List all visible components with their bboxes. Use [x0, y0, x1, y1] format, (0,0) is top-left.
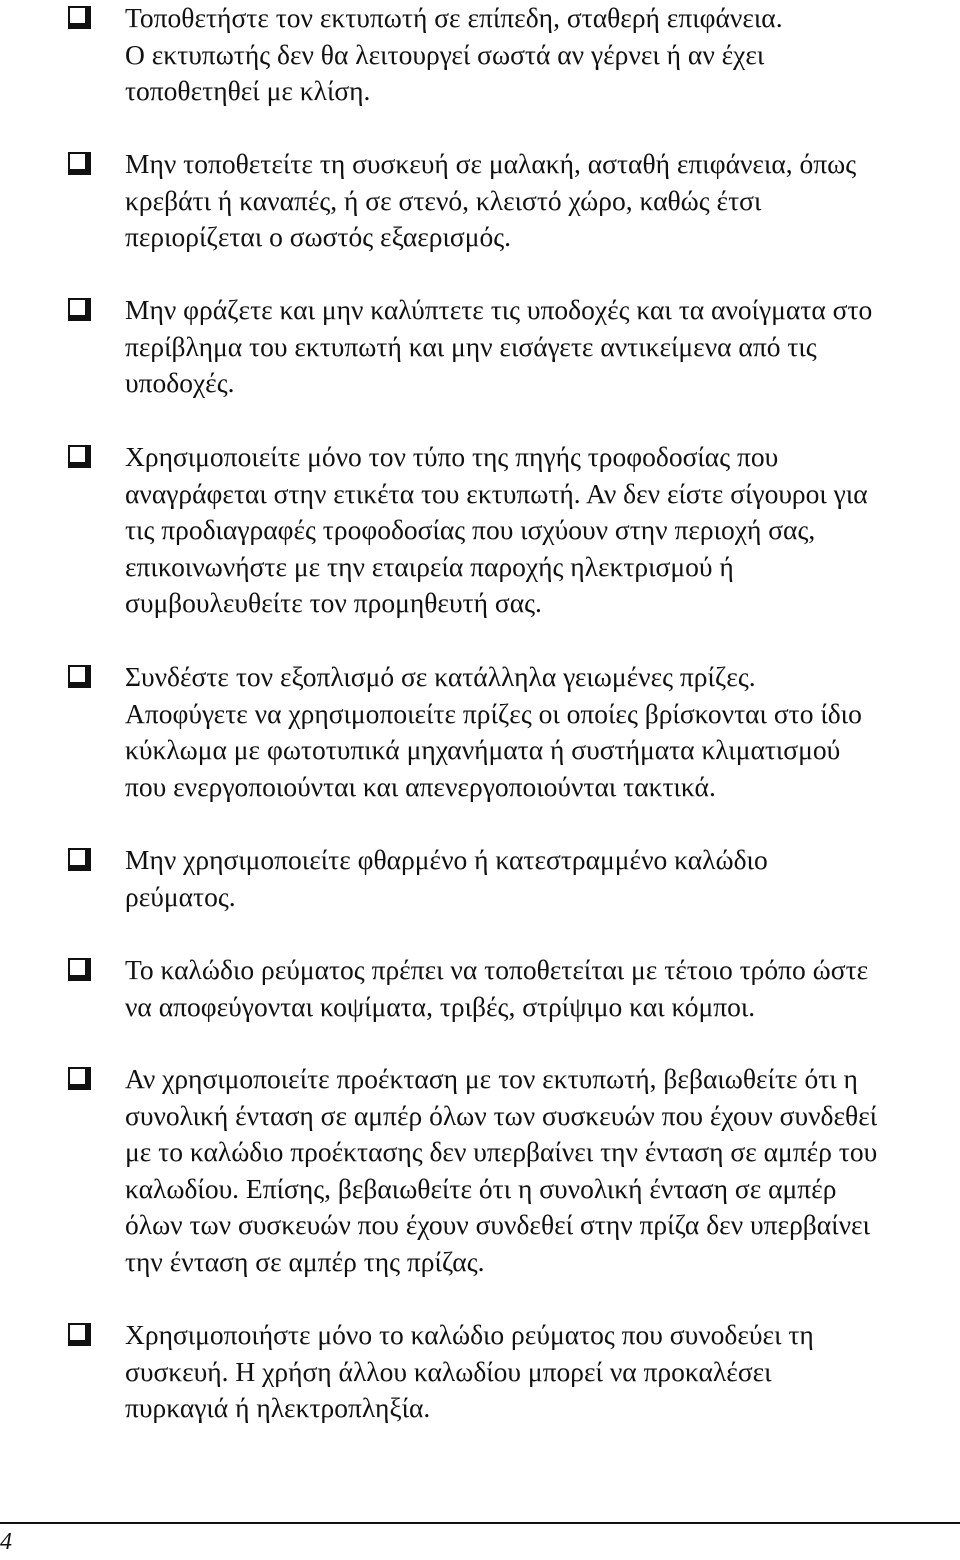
- text-line: τοποθετηθεί με κλίση.: [125, 75, 371, 107]
- text-line: όλων των συσκευών που έχουν συνδεθεί στην πρίζα δεν υπερβαίνει: [125, 1209, 870, 1241]
- checkbox-square-icon: [68, 958, 91, 981]
- checkbox-square-icon: [68, 152, 91, 175]
- text-line: Τοποθετήστε τον εκτυπωτή σε επίπεδη, σταθερή επιφάνεια.: [125, 2, 783, 33]
- text-line: Ο εκτυπωτής δεν θα λειτουργεί σωστά αν γέρνει ή αν έχει: [125, 38, 765, 70]
- text-line: την ένταση σε αμπέρ της πρίζας.: [125, 1245, 485, 1277]
- text-line: κρεβάτι ή καναπές, ή σε στενό, κλειστό χώρο, καθώς έτσι: [125, 184, 762, 216]
- checkbox-square-icon: [68, 298, 91, 321]
- checkbox-square-icon: [68, 1323, 91, 1346]
- text-line: Συνδέστε τον εξοπλισμό σε κατάλληλα γειωμένες πρίζες.: [125, 661, 756, 692]
- page-number: 4: [0, 1529, 12, 1555]
- text-line: ρεύματος.: [125, 880, 236, 912]
- checkbox-square-icon: [68, 665, 91, 688]
- text-line: καλωδίου. Επίσης, βεβαιωθείτε ότι η συνολική ένταση σε αμπέρ: [125, 1172, 837, 1204]
- text-line: τις προδιαγραφές τροφοδοσίας που ισχύουν στην περιοχή σας,: [125, 514, 816, 546]
- footer-rule: [0, 1522, 960, 1524]
- text-line: πυρκαγιά ή ηλεκτροπληξία.: [125, 1392, 431, 1424]
- text-line: Χρησιμοποιείτε μόνο τον τύπο της πηγής τροφοδοσίας που: [125, 441, 779, 472]
- text-line: συσκευή. Η χρήση άλλου καλωδίου μπορεί να προκαλέσει: [125, 1355, 772, 1387]
- text-line: Χρησιμοποιήστε μόνο το καλώδιο ρεύματος που συνοδεύει τη: [125, 1319, 814, 1350]
- list-item-text: [125, 1317, 957, 1427]
- text-line: Το καλώδιο ρεύματος πρέπει να τοποθετείται με τέτοιο τρόπο ώστε: [125, 954, 869, 985]
- text-line: Μην φράζετε και μην καλύπτετε τις υποδοχές και τα ανοίγματα στο: [125, 294, 873, 325]
- text-line: Αποφύγετε να χρησιμοποιείτε πρίζες οι οποίες βρίσκονται στο ίδιο: [125, 697, 862, 729]
- text-line: που ενεργοποιούνται και απενεργοποιούνται τακτικά.: [125, 770, 716, 802]
- list-item-text: [125, 146, 957, 256]
- text-line: κύκλωμα με φωτοτυπικά μηχανήματα ή συστήματα κλιματισμού: [125, 734, 841, 766]
- text-line: αναγράφεται στην ετικέτα του εκτυπωτή. Αν δεν είστε σίγουροι για: [125, 477, 868, 509]
- text-line: συμβουλευθείτε τον προμηθευτή σας.: [125, 587, 542, 619]
- list-item-text: [125, 439, 957, 622]
- text-line: επικοινωνήστε με την εταιρεία παροχής ηλεκτρισμού ή: [125, 550, 734, 582]
- list-item-text: [125, 0, 957, 110]
- text-line: να αποφεύγονται κοψίματα, τριβές, στρίψιμο και κόμποι.: [125, 990, 756, 1022]
- list-item-text: [125, 292, 957, 402]
- text-line: περίβλημα του εκτυπωτή και μην εισάγετε αντικείμενα από τις: [125, 330, 817, 362]
- text-line: με το καλώδιο προέκτασης δεν υπερβαίνει την ένταση σε αμπέρ του: [125, 1136, 878, 1168]
- list-item-text: [125, 842, 957, 915]
- list-item-text: [125, 952, 957, 1025]
- checkbox-square-icon: [68, 445, 91, 468]
- list-item-text: [125, 659, 957, 805]
- text-line: Αν χρησιμοποιείτε προέκταση με τον εκτυπωτή, βεβαιωθείτε ότι η: [125, 1063, 858, 1094]
- text-line: περιορίζεται ο σωστός εξαερισμός.: [125, 221, 511, 253]
- text-line: υποδοχές.: [125, 367, 235, 399]
- checkbox-square-icon: [68, 1067, 91, 1090]
- checkbox-square-icon: [68, 6, 91, 29]
- text-line: Μην τοποθετείτε τη συσκευή σε μαλακή, ασταθή επιφάνεια, όπως: [125, 148, 857, 179]
- text-line: Μην χρησιμοποιείτε φθαρμένο ή κατεστραμμένο καλώδιο: [125, 844, 768, 875]
- list-item-text: [125, 1061, 957, 1281]
- text-line: συνολική ένταση σε αμπέρ όλων των συσκευών που έχουν συνδεθεί: [125, 1099, 878, 1131]
- checkbox-square-icon: [68, 848, 91, 871]
